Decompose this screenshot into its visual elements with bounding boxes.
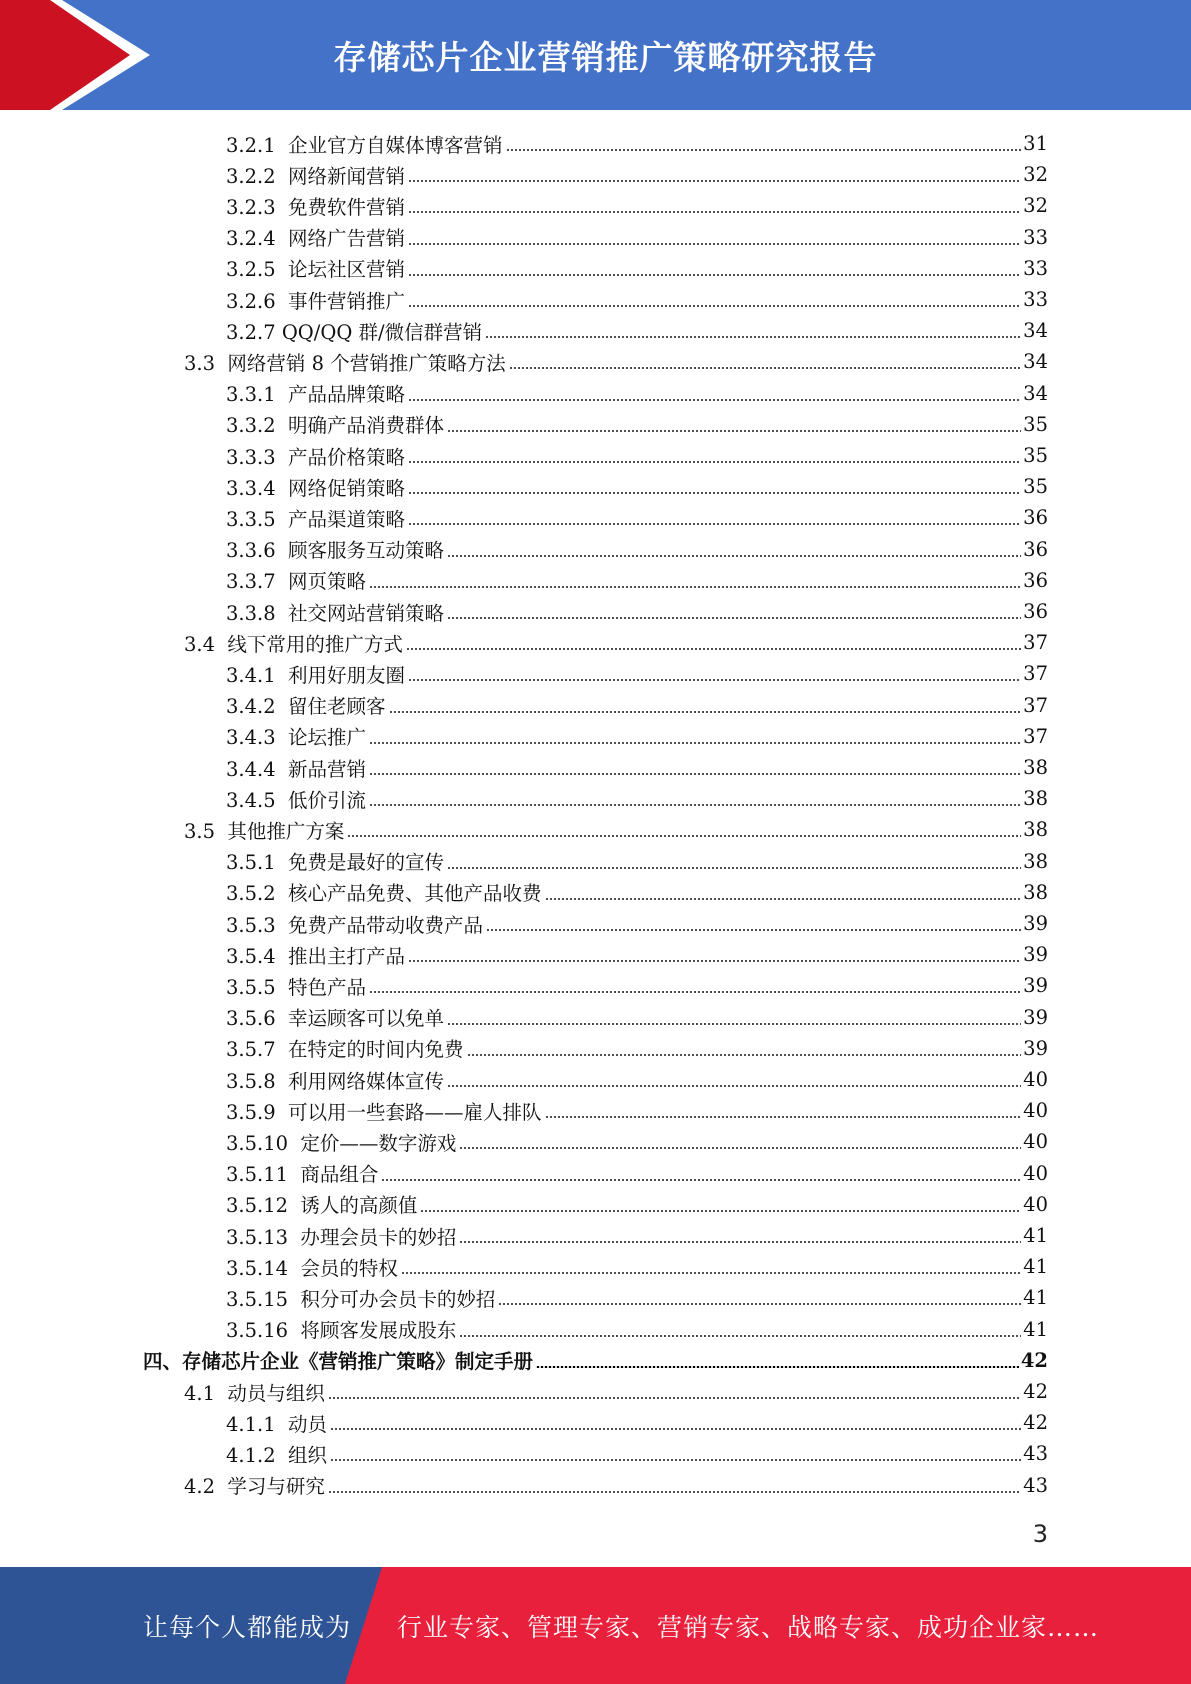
toc-entry-label: 3.2.5 论坛社区营销: [226, 258, 406, 282]
toc-entry-label: 3.2.7 QQ/QQ 群/微信群营销: [226, 320, 483, 344]
toc-dot-leader: [447, 1085, 1021, 1087]
toc-dot-leader: [408, 492, 1021, 494]
toc-dot-leader: [408, 274, 1021, 276]
toc-entry[interactable]: [226, 939, 1048, 970]
toc-entry[interactable]: [184, 1376, 1048, 1407]
toc-dot-leader: [459, 1335, 1021, 1337]
toc-entry[interactable]: [226, 783, 1048, 814]
toc-entry-page: 37: [1023, 693, 1048, 717]
toc-dot-leader: [328, 1397, 1021, 1399]
toc-entry-label: 3.5.12 诱人的高颜值: [226, 1194, 418, 1218]
toc-entry-label: 3.3.5 产品渠道策略: [226, 507, 406, 531]
toc-entry[interactable]: [226, 1251, 1048, 1282]
toc-entry-label: 3.5.9 可以用一些套路——雇人排队: [226, 1100, 542, 1124]
toc-entry[interactable]: [226, 752, 1048, 783]
toc-entry-page: 38: [1023, 849, 1048, 873]
toc-entry-page: 41: [1023, 1286, 1048, 1310]
toc-entry-page: 36: [1023, 600, 1048, 623]
toc-entry-page: 38: [1023, 787, 1048, 811]
toc-dot-leader: [486, 929, 1021, 931]
toc-entry-label: 3.2.3 免费软件营销: [226, 195, 406, 219]
toc-entry-page: 39: [1023, 943, 1048, 967]
toc-entry[interactable]: [226, 159, 1048, 190]
toc-entry[interactable]: [184, 627, 1048, 658]
toc-entry-label: 3.4 线下常用的推广方式: [184, 632, 403, 656]
toc-dot-leader: [408, 960, 1021, 962]
toc-entry-label: 3.2.4 网络广告营销: [226, 227, 406, 251]
toc-entry[interactable]: [226, 970, 1048, 1001]
toc-entry-page: 34: [1023, 319, 1048, 343]
toc-entry[interactable]: [226, 1438, 1048, 1469]
toc-entry-page: 36: [1023, 506, 1048, 530]
toc-entry-page: 37: [1023, 724, 1048, 748]
toc-entry-page: 40: [1023, 1068, 1048, 1091]
toc-entry-label: 3.5.4 推出主打产品: [226, 944, 406, 968]
toc-entry[interactable]: [226, 1189, 1048, 1220]
toc-entry-page: 36: [1023, 568, 1048, 592]
toc-entry-page: 42: [1020, 1348, 1048, 1372]
toc-entry-page: 38: [1023, 880, 1048, 904]
toc-entry[interactable]: [226, 378, 1048, 409]
toc-entry[interactable]: [226, 690, 1048, 721]
toc-entry[interactable]: [226, 190, 1048, 221]
toc-entry-label: 3.5.5 特色产品: [226, 975, 367, 999]
toc-entry[interactable]: [226, 502, 1048, 533]
toc-entry-page: 33: [1023, 288, 1048, 311]
toc-entry-label: 3.5.1 免费是最好的宣传: [226, 851, 445, 875]
toc-dot-leader: [369, 586, 1021, 588]
toc-entry-label: 3.3.8 社交网站营销策略: [226, 601, 445, 625]
toc-entry[interactable]: [226, 1064, 1048, 1095]
toc-entry-page: 33: [1023, 225, 1048, 249]
toc-entry-page: 41: [1023, 1255, 1048, 1279]
toc-entry[interactable]: [226, 222, 1048, 253]
toc-entry-label: 3.5.2 核心产品免费、其他产品收费: [226, 882, 542, 906]
toc-dot-leader: [408, 243, 1021, 245]
toc-entry[interactable]: [226, 1095, 1048, 1126]
toc-dot-leader: [369, 742, 1021, 744]
footer-slogan-right: 行业专家、管理专家、营销专家、战略专家、成功企业家……: [397, 1612, 1100, 1642]
toc-dot-leader: [389, 711, 1022, 713]
toc-entry[interactable]: [226, 1002, 1048, 1033]
toc-entry-page: 33: [1023, 256, 1048, 280]
toc-entry-label: 4.2 学习与研究: [184, 1475, 325, 1499]
toc-entry[interactable]: [226, 409, 1048, 440]
toc-entry[interactable]: [226, 1033, 1048, 1064]
toc-dot-leader: [485, 336, 1021, 338]
toc-entry[interactable]: [226, 315, 1048, 346]
toc-entry-page: 38: [1023, 818, 1048, 842]
toc-entry-label: 3.5.6 幸运顾客可以免单: [226, 1007, 445, 1031]
toc-entry-label: 3.5.8 利用网络媒体宣传: [226, 1069, 445, 1093]
toc-entry-page: 39: [1023, 912, 1048, 935]
toc-entry-page: 34: [1023, 350, 1048, 374]
header-band: [0, 0, 1191, 110]
toc-entry-label: 3.5 其他推广方案: [184, 819, 345, 843]
toc-entry-page: 39: [1023, 974, 1048, 998]
toc-entry[interactable]: [226, 565, 1048, 596]
footer-band: [0, 1567, 1191, 1684]
toc-entry-label: 3.5.15 积分可办会员卡的妙招: [226, 1287, 496, 1311]
toc-dot-leader: [545, 898, 1022, 900]
toc-entry[interactable]: [226, 877, 1048, 908]
toc-entry[interactable]: [226, 128, 1048, 159]
toc-entry[interactable]: [226, 721, 1048, 752]
toc-entry-label: 3.4.5 低价引流: [226, 788, 367, 812]
toc-entry-label: 3.5.16 将顾客发展成股东: [226, 1319, 457, 1343]
toc-dot-leader: [447, 867, 1021, 869]
toc-dot-leader: [347, 835, 1021, 837]
toc-entry-label: 四、存储芯片企业《营销推广策略》制定手册: [143, 1350, 534, 1374]
toc-entry-page: 40: [1023, 1192, 1048, 1216]
toc-entry[interactable]: [226, 253, 1048, 284]
toc-entry[interactable]: [226, 1158, 1048, 1189]
toc-entry-label: 3.4.1 利用好朋友圈: [226, 663, 406, 687]
toc-entry-page: 35: [1023, 444, 1048, 467]
toc-entry-label: 3.4.4 新品营销: [226, 757, 367, 781]
toc-entry-label: 3.3.3 产品价格策略: [226, 445, 406, 469]
toc-entry-label: 3.5.10 定价——数字游戏: [226, 1131, 457, 1155]
toc-entry-label: 4.1.1 动员: [226, 1412, 328, 1436]
toc-dot-leader: [447, 555, 1021, 557]
toc-entry-page: 42: [1023, 1380, 1048, 1403]
toc-dot-leader: [328, 1491, 1021, 1493]
toc-entry-label: 3.5.11 商品组合: [226, 1163, 379, 1187]
toc-entry-page: 41: [1023, 1224, 1048, 1247]
toc-entry-label: 3.3.7 网页策略: [226, 570, 367, 594]
toc-dot-leader: [408, 523, 1021, 525]
toc-dot-leader: [447, 1023, 1021, 1025]
toc-entry-label: 4.1.2 组织: [226, 1443, 328, 1467]
toc-entry[interactable]: [226, 1220, 1048, 1251]
toc-entry-label: 3.5.7 在特定的时间内免费: [226, 1038, 464, 1062]
toc-dot-leader: [536, 1366, 1019, 1368]
toc-entry-page: 32: [1023, 163, 1048, 187]
toc-entry-page: 35: [1023, 412, 1048, 436]
toc-entry-page: 34: [1023, 381, 1048, 405]
toc-dot-leader: [381, 1179, 1021, 1181]
toc-dot-leader: [369, 804, 1021, 806]
toc-dot-leader: [408, 305, 1021, 307]
toc-entry-page: 31: [1023, 132, 1048, 155]
toc-entry-page: 35: [1023, 475, 1048, 499]
toc-entry-page: 40: [1023, 1161, 1048, 1185]
toc-entry-page: 39: [1023, 1036, 1048, 1060]
toc-entry-label: 3.3.1 产品品牌策略: [226, 383, 406, 407]
toc-dot-leader: [330, 1428, 1021, 1430]
toc-entry[interactable]: [226, 1314, 1048, 1345]
toc-entry-label: 3.2.2 网络新闻营销: [226, 164, 406, 188]
toc-entry-label: 3.5.13 办理会员卡的妙招: [226, 1225, 457, 1249]
report-title: 存储芯片企业营销推广策略研究报告: [333, 37, 878, 77]
toc-entry-label: 4.1 动员与组织: [184, 1381, 325, 1405]
toc-dot-leader: [506, 149, 1022, 151]
toc-entry-label: 3.3.6 顾客服务互动策略: [226, 539, 445, 563]
toc-entry[interactable]: [226, 284, 1048, 315]
toc-entry[interactable]: [226, 534, 1048, 565]
toc-dot-leader: [401, 1272, 1021, 1274]
toc-entry-label: 3.4.2 留住老顾客: [226, 695, 386, 719]
toc-entry-page: 32: [1023, 194, 1048, 218]
toc-dot-leader: [545, 1116, 1022, 1118]
toc-entry-label: 3.2.1 企业官方自媒体博客营销: [226, 133, 503, 157]
toc-entry-page: 37: [1023, 631, 1048, 655]
toc-entry[interactable]: [226, 1282, 1048, 1313]
toc-entry-label: 3.3.2 明确产品消费群体: [226, 414, 445, 438]
toc-dot-leader: [509, 367, 1021, 369]
toc-entry[interactable]: [184, 346, 1048, 377]
toc-dot-leader: [498, 1303, 1021, 1305]
toc-entry-page: 41: [1023, 1317, 1048, 1341]
toc-entry-label: 3.3.4 网络促销策略: [226, 476, 406, 500]
toc-entry-label: 3.2.6 事件营销推广: [226, 289, 406, 313]
toc-entry-page: 43: [1023, 1442, 1048, 1466]
toc-entry[interactable]: [143, 1345, 1048, 1376]
footer-slogan-left: 让每个人都能成为: [143, 1612, 352, 1642]
toc-dot-leader: [459, 1241, 1021, 1243]
toc-entry[interactable]: [226, 471, 1048, 502]
toc-dot-leader: [447, 430, 1021, 432]
toc-entry-page: 39: [1023, 1005, 1048, 1029]
toc-dot-leader: [420, 1210, 1021, 1212]
toc-entry[interactable]: [226, 1126, 1048, 1157]
toc-entry-page: 37: [1023, 662, 1048, 686]
toc-dot-leader: [459, 1147, 1021, 1149]
toc-dot-leader: [369, 773, 1021, 775]
toc-entry[interactable]: [226, 1407, 1048, 1438]
toc-dot-leader: [330, 1459, 1021, 1461]
toc-entry-label: 3.5.14 会员的特权: [226, 1256, 398, 1280]
toc-entry-page: 36: [1023, 537, 1048, 561]
toc-entry[interactable]: [184, 1470, 1048, 1501]
toc-dot-leader: [408, 180, 1021, 182]
toc-entry[interactable]: [226, 596, 1048, 627]
toc-entry-page: 43: [1023, 1473, 1048, 1497]
toc-dot-leader: [369, 991, 1021, 993]
toc-dot-leader: [467, 1054, 1022, 1056]
toc-dot-leader: [408, 461, 1021, 463]
toc-entry[interactable]: [226, 440, 1048, 471]
toc-entry[interactable]: [226, 908, 1048, 939]
toc-entry-page: 42: [1023, 1411, 1048, 1435]
toc-entry-page: 38: [1023, 756, 1048, 779]
toc-entry-label: 3.4.3 论坛推广: [226, 726, 367, 750]
toc-entry[interactable]: [226, 658, 1048, 689]
toc-entry-page: 40: [1023, 1130, 1048, 1154]
toc-entry[interactable]: [226, 846, 1048, 877]
toc-entry-label: 3.5.3 免费产品带动收费产品: [226, 913, 484, 937]
toc-entry-page: 40: [1023, 1099, 1048, 1123]
toc-entry[interactable]: [184, 814, 1048, 845]
toc-dot-leader: [406, 648, 1021, 650]
toc-dot-leader: [447, 617, 1021, 619]
toc-dot-leader: [408, 211, 1021, 213]
toc-entry-label: 3.3 网络营销 8 个营销推广策略方法: [184, 351, 506, 375]
page-number: 3: [1032, 1520, 1048, 1548]
toc-dot-leader: [408, 679, 1021, 681]
toc-dot-leader: [408, 399, 1021, 401]
